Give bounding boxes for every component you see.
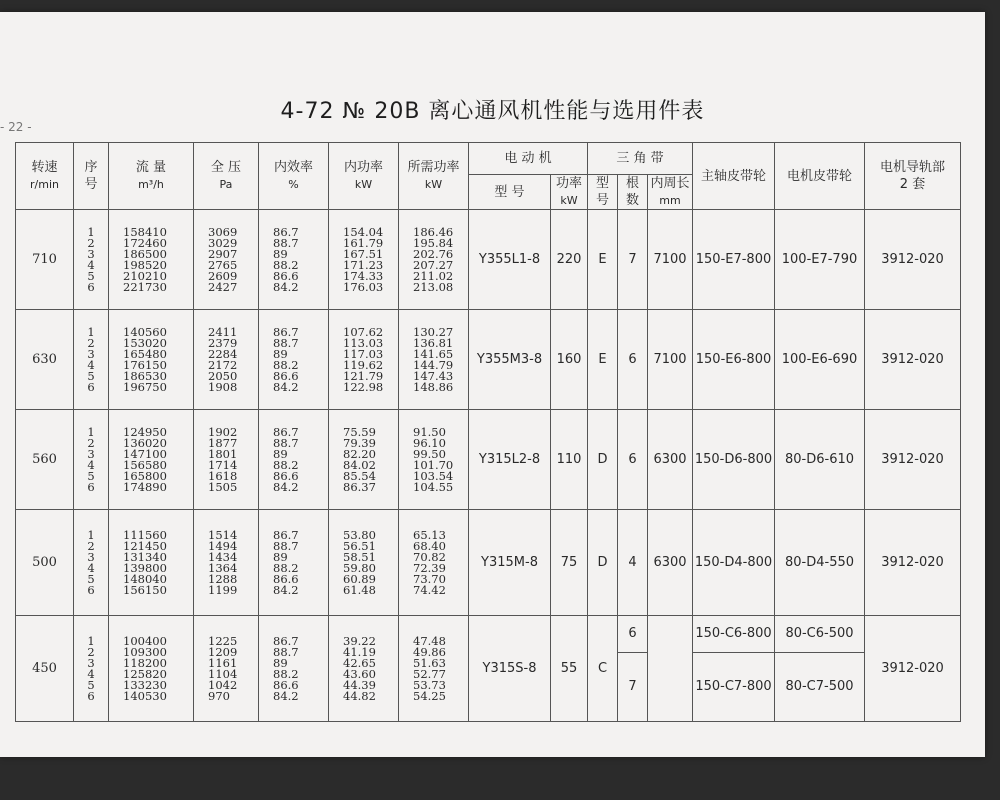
value-flow: 139800 (123, 560, 167, 575)
page-title: 4-72 № 20B 离心通风机性能与选用件表 (280, 99, 705, 124)
cell-belt-type: E (588, 310, 618, 410)
value-pressure: 1714 (208, 457, 238, 472)
cell-motor-pulley: 80-C7-500 (775, 653, 865, 722)
value-req: 130.27 (413, 324, 454, 339)
value-flow: 124950 (123, 424, 167, 439)
cell-belt-length: 7100 (648, 210, 693, 310)
col-header-belt-length: 内周长 mm (648, 175, 693, 210)
value-eff: 86.6 (273, 677, 299, 692)
value-power: 44.39 (343, 677, 376, 692)
value-seq: 3 (87, 246, 95, 261)
value-power: 84.02 (343, 457, 376, 472)
value-seq: 1 (87, 324, 95, 339)
cell-eff (259, 510, 329, 616)
value-power: 53.80 (343, 527, 376, 542)
speed-group-row (16, 510, 961, 563)
cell-belt-count: 7 (618, 653, 648, 722)
value-eff: 88.2 (273, 257, 299, 272)
value-pressure: 1434 (208, 549, 238, 564)
cell-main-pulley: 150-D4-800 (693, 510, 775, 616)
cell-seq (74, 616, 109, 722)
cell-belt-type: C (588, 616, 618, 722)
value-power: 43.60 (343, 666, 376, 681)
value-flow: 186500 (123, 246, 167, 261)
value-eff: 86.6 (273, 468, 299, 483)
value-pressure: 1505 (208, 479, 238, 494)
value-seq: 6 (87, 582, 95, 597)
cell-belt-type: D (588, 410, 618, 510)
value-eff: 86.7 (273, 224, 299, 239)
value-req: 65.13 (413, 527, 446, 542)
value-req: 141.65 (413, 346, 454, 361)
speed-group-row (16, 310, 961, 360)
value-pressure: 3069 (208, 224, 238, 239)
value-seq: 4 (87, 457, 95, 472)
col-header-rail: 电机导轨部 2 套 (865, 143, 961, 210)
value-power: 122.98 (343, 379, 384, 394)
cell-pressure (194, 616, 259, 722)
value-flow: 210210 (123, 268, 167, 283)
cell-motor-power: 75 (551, 510, 588, 616)
value-power: 41.19 (343, 644, 376, 659)
value-req: 99.50 (413, 446, 446, 461)
col-header-pressure: 全 压 Pa (194, 143, 259, 210)
cell-flow (109, 510, 194, 616)
value-pressure: 1801 (208, 446, 238, 461)
value-eff: 89 (273, 346, 288, 361)
value-power: 107.62 (343, 324, 384, 339)
cell-req (399, 510, 469, 616)
value-pressure: 2427 (208, 279, 238, 294)
value-seq: 5 (87, 468, 95, 483)
value-flow: 156580 (123, 457, 167, 472)
cell-belt-type: E (588, 210, 618, 310)
value-seq: 2 (87, 644, 95, 659)
value-flow: 109300 (123, 644, 167, 659)
col-header-required-power: 所需功率 kW (399, 143, 469, 210)
value-power: 161.79 (343, 235, 384, 250)
value-eff: 88.2 (273, 666, 299, 681)
col-header-belt: 三 角 带 (588, 143, 693, 175)
cell-belt-length: 6300 (648, 410, 693, 510)
value-flow: 140560 (123, 324, 167, 339)
cell-pressure (194, 210, 259, 310)
speed-group-row (16, 410, 961, 460)
cell-speed: 560 (16, 410, 74, 510)
value-flow: 165800 (123, 468, 167, 483)
value-flow: 196750 (123, 379, 167, 394)
cell-power (329, 310, 399, 410)
value-seq: 3 (87, 346, 95, 361)
cell-main-pulley: 150-C6-800 (693, 616, 775, 653)
cell-flow (109, 616, 194, 722)
value-req: 195.84 (413, 235, 454, 250)
value-flow: 133230 (123, 677, 167, 692)
cell-flow (109, 410, 194, 510)
value-seq: 4 (87, 357, 95, 372)
value-seq: 5 (87, 571, 95, 586)
cell-seq (74, 210, 109, 310)
value-flow: 172460 (123, 235, 167, 250)
value-flow: 148040 (123, 571, 167, 586)
value-pressure: 2907 (208, 246, 238, 261)
cell-req (399, 616, 469, 722)
col-header-flow: 流 量 m³/h (109, 143, 194, 210)
col-header-speed: 转速 r/min (16, 143, 74, 210)
col-header-efficiency: 内效率 % (259, 143, 329, 210)
value-flow: 147100 (123, 446, 167, 461)
value-eff: 86.6 (273, 268, 299, 283)
cell-speed: 630 (16, 310, 74, 410)
value-power: 171.23 (343, 257, 384, 272)
value-eff: 84.2 (273, 379, 299, 394)
value-req: 101.70 (413, 457, 454, 472)
value-flow: 174890 (123, 479, 167, 494)
value-pressure: 2609 (208, 268, 238, 283)
value-flow: 111560 (123, 527, 167, 542)
value-power: 86.37 (343, 479, 376, 494)
value-req: 72.39 (413, 560, 446, 575)
value-flow: 221730 (123, 279, 167, 294)
value-pressure: 1908 (208, 379, 238, 394)
value-seq: 3 (87, 655, 95, 670)
value-flow: 118200 (123, 655, 167, 670)
value-pressure: 2379 (208, 335, 238, 350)
cell-motor-model: Y315L2-8 (469, 410, 551, 510)
cell-main-pulley: 150-C7-800 (693, 653, 775, 722)
value-pressure: 2284 (208, 346, 238, 361)
value-req: 68.40 (413, 538, 446, 553)
value-req: 202.76 (413, 246, 454, 261)
value-eff: 86.7 (273, 527, 299, 542)
value-seq: 1 (87, 633, 95, 648)
value-req: 96.10 (413, 435, 446, 450)
value-pressure: 1161 (208, 655, 238, 670)
value-flow: 131340 (123, 549, 167, 564)
value-pressure: 1199 (208, 582, 238, 597)
value-seq: 4 (87, 560, 95, 575)
value-power: 79.39 (343, 435, 376, 450)
cell-belt-length (648, 616, 693, 722)
value-power: 167.51 (343, 246, 384, 261)
value-eff: 86.7 (273, 324, 299, 339)
value-eff: 89 (273, 655, 288, 670)
cell-pressure (194, 510, 259, 616)
cell-motor-power: 110 (551, 410, 588, 510)
value-seq: 3 (87, 549, 95, 564)
value-pressure: 3029 (208, 235, 238, 250)
value-req: 73.70 (413, 571, 446, 586)
cell-main-pulley: 150-E6-800 (693, 310, 775, 410)
value-seq: 2 (87, 335, 95, 350)
value-seq: 1 (87, 224, 95, 239)
value-flow: 158410 (123, 224, 167, 239)
value-power: 59.80 (343, 560, 376, 575)
value-seq: 1 (87, 527, 95, 542)
cell-eff (259, 210, 329, 310)
value-power: 117.03 (343, 346, 384, 361)
cell-belt-count: 7 (618, 210, 648, 310)
value-eff: 88.7 (273, 435, 299, 450)
value-power: 60.89 (343, 571, 376, 586)
cell-belt-count: 6 (618, 310, 648, 410)
col-header-motor-model: 型 号 (469, 175, 551, 210)
value-seq: 1 (87, 424, 95, 439)
cell-belt-count: 6 (618, 616, 648, 653)
value-pressure: 970 (208, 688, 230, 703)
value-seq: 6 (87, 479, 95, 494)
cell-belt-length: 6300 (648, 510, 693, 616)
cell-motor-pulley: 80-D4-550 (775, 510, 865, 616)
cell-eff (259, 410, 329, 510)
value-seq: 5 (87, 677, 95, 692)
value-power: 44.82 (343, 688, 376, 703)
value-power: 85.54 (343, 468, 376, 483)
value-pressure: 1494 (208, 538, 238, 553)
speed-group-row (16, 210, 961, 260)
cell-motor-pulley: 100-E6-690 (775, 310, 865, 410)
value-seq: 6 (87, 379, 95, 394)
value-seq: 2 (87, 435, 95, 450)
value-req: 186.46 (413, 224, 454, 239)
value-flow: 165480 (123, 346, 167, 361)
value-eff: 84.2 (273, 279, 299, 294)
cell-seq (74, 410, 109, 510)
cell-rail: 3912-020 (865, 410, 961, 510)
value-power: 61.48 (343, 582, 376, 597)
cell-motor-power: 55 (551, 616, 588, 722)
cell-belt-count: 6 (618, 410, 648, 510)
speed-group-row (16, 616, 961, 653)
col-header-motor-power: 功率 kW (551, 175, 588, 210)
cell-rail: 3912-020 (865, 210, 961, 310)
cell-power (329, 210, 399, 310)
value-pressure: 1225 (208, 633, 238, 648)
value-seq: 6 (87, 688, 95, 703)
col-header-internal-power: 内功率 kW (329, 143, 399, 210)
page-margin-mark: - 22 - (0, 120, 32, 134)
value-pressure: 1104 (208, 666, 238, 681)
value-req: 47.48 (413, 633, 446, 648)
value-req: 70.82 (413, 549, 446, 564)
cell-main-pulley: 150-D6-800 (693, 410, 775, 510)
cell-rail: 3912-020 (865, 616, 961, 722)
value-power: 75.59 (343, 424, 376, 439)
value-req: 49.86 (413, 644, 446, 659)
value-req: 207.27 (413, 257, 454, 272)
cell-rail: 3912-020 (865, 510, 961, 616)
cell-motor-power: 220 (551, 210, 588, 310)
col-header-belt-count: 根 数 (618, 175, 648, 210)
value-power: 82.20 (343, 446, 376, 461)
cell-flow (109, 210, 194, 310)
value-flow: 125820 (123, 666, 167, 681)
value-req: 52.77 (413, 666, 446, 681)
value-eff: 88.7 (273, 235, 299, 250)
cell-req (399, 410, 469, 510)
value-power: 174.33 (343, 268, 384, 283)
value-seq: 6 (87, 279, 95, 294)
cell-motor-model: Y315S-8 (469, 616, 551, 722)
cell-req (399, 310, 469, 410)
value-req: 91.50 (413, 424, 446, 439)
value-eff: 88.7 (273, 644, 299, 659)
value-power: 121.79 (343, 368, 384, 383)
cell-speed: 500 (16, 510, 74, 616)
value-pressure: 1288 (208, 571, 238, 586)
cell-eff (259, 616, 329, 722)
value-req: 213.08 (413, 279, 454, 294)
cell-power (329, 510, 399, 616)
value-power: 42.65 (343, 655, 376, 670)
value-eff: 88.7 (273, 538, 299, 553)
value-eff: 89 (273, 549, 288, 564)
value-eff: 84.2 (273, 582, 299, 597)
value-power: 58.51 (343, 549, 376, 564)
cell-eff (259, 310, 329, 410)
value-flow: 176150 (123, 357, 167, 372)
value-req: 54.25 (413, 688, 446, 703)
value-pressure: 2172 (208, 357, 238, 372)
value-eff: 88.2 (273, 357, 299, 372)
cell-rail: 3912-020 (865, 310, 961, 410)
value-eff: 84.2 (273, 479, 299, 494)
cell-belt-count: 4 (618, 510, 648, 616)
value-eff: 86.7 (273, 424, 299, 439)
value-req: 144.79 (413, 357, 454, 372)
value-seq: 4 (87, 257, 95, 272)
value-eff: 84.2 (273, 688, 299, 703)
value-power: 113.03 (343, 335, 384, 350)
value-req: 148.86 (413, 379, 454, 394)
cell-motor-model: Y355M3-8 (469, 310, 551, 410)
value-pressure: 2765 (208, 257, 238, 272)
col-header-motor: 电 动 机 (469, 143, 588, 175)
cell-motor-model: Y355L1-8 (469, 210, 551, 310)
value-seq: 3 (87, 446, 95, 461)
cell-flow (109, 310, 194, 410)
value-power: 39.22 (343, 633, 376, 648)
value-flow: 121450 (123, 538, 167, 553)
value-req: 51.63 (413, 655, 446, 670)
col-header-seq: 序 号 (74, 143, 109, 210)
value-pressure: 2050 (208, 368, 238, 383)
cell-speed: 710 (16, 210, 74, 310)
header-row (16, 143, 961, 175)
value-seq: 2 (87, 538, 95, 553)
value-power: 56.51 (343, 538, 376, 553)
cell-belt-length: 7100 (648, 310, 693, 410)
value-seq: 5 (87, 268, 95, 283)
value-eff: 88.2 (273, 560, 299, 575)
col-header-main-pulley: 主轴皮带轮 (693, 143, 775, 210)
cell-speed: 450 (16, 616, 74, 722)
cell-pressure (194, 410, 259, 510)
value-req: 74.42 (413, 582, 446, 597)
value-req: 147.43 (413, 368, 454, 383)
cell-seq (74, 310, 109, 410)
value-eff: 89 (273, 246, 288, 261)
cell-motor-power: 160 (551, 310, 588, 410)
document-page (0, 12, 985, 757)
value-flow: 198520 (123, 257, 167, 272)
cell-pressure (194, 310, 259, 410)
value-power: 119.62 (343, 357, 384, 372)
cell-power (329, 616, 399, 722)
value-seq: 5 (87, 368, 95, 383)
col-header-belt-type: 型 号 (588, 175, 618, 210)
value-eff: 88.7 (273, 335, 299, 350)
value-eff: 88.2 (273, 457, 299, 472)
value-req: 103.54 (413, 468, 454, 483)
value-req: 136.81 (413, 335, 454, 350)
value-eff: 86.6 (273, 571, 299, 586)
cell-req (399, 210, 469, 310)
value-power: 154.04 (343, 224, 384, 239)
value-pressure: 2411 (208, 324, 238, 339)
cell-motor-model: Y315M-8 (469, 510, 551, 616)
value-pressure: 1209 (208, 644, 238, 659)
value-req: 211.02 (413, 268, 454, 283)
value-flow: 153020 (123, 335, 167, 350)
col-header-motor-pulley: 电机皮带轮 (775, 143, 865, 210)
value-pressure: 1902 (208, 424, 238, 439)
cell-motor-pulley: 80-D6-610 (775, 410, 865, 510)
value-req: 104.55 (413, 479, 454, 494)
value-flow: 186530 (123, 368, 167, 383)
value-eff: 89 (273, 446, 288, 461)
value-seq: 2 (87, 235, 95, 250)
fan-performance-table (15, 142, 961, 722)
value-pressure: 1618 (208, 468, 238, 483)
value-eff: 86.6 (273, 368, 299, 383)
value-seq: 4 (87, 666, 95, 681)
value-pressure: 1364 (208, 560, 238, 575)
value-flow: 100400 (123, 633, 167, 648)
value-req: 53.73 (413, 677, 446, 692)
cell-power (329, 410, 399, 510)
value-flow: 156150 (123, 582, 167, 597)
cell-main-pulley: 150-E7-800 (693, 210, 775, 310)
cell-belt-type: D (588, 510, 618, 616)
cell-motor-pulley: 100-E7-790 (775, 210, 865, 310)
value-pressure: 1877 (208, 435, 238, 450)
value-pressure: 1042 (208, 677, 238, 692)
value-eff: 86.7 (273, 633, 299, 648)
value-pressure: 1514 (208, 527, 238, 542)
cell-seq (74, 510, 109, 616)
value-flow: 140530 (123, 688, 167, 703)
value-power: 176.03 (343, 279, 384, 294)
value-flow: 136020 (123, 435, 167, 450)
cell-motor-pulley: 80-C6-500 (775, 616, 865, 653)
